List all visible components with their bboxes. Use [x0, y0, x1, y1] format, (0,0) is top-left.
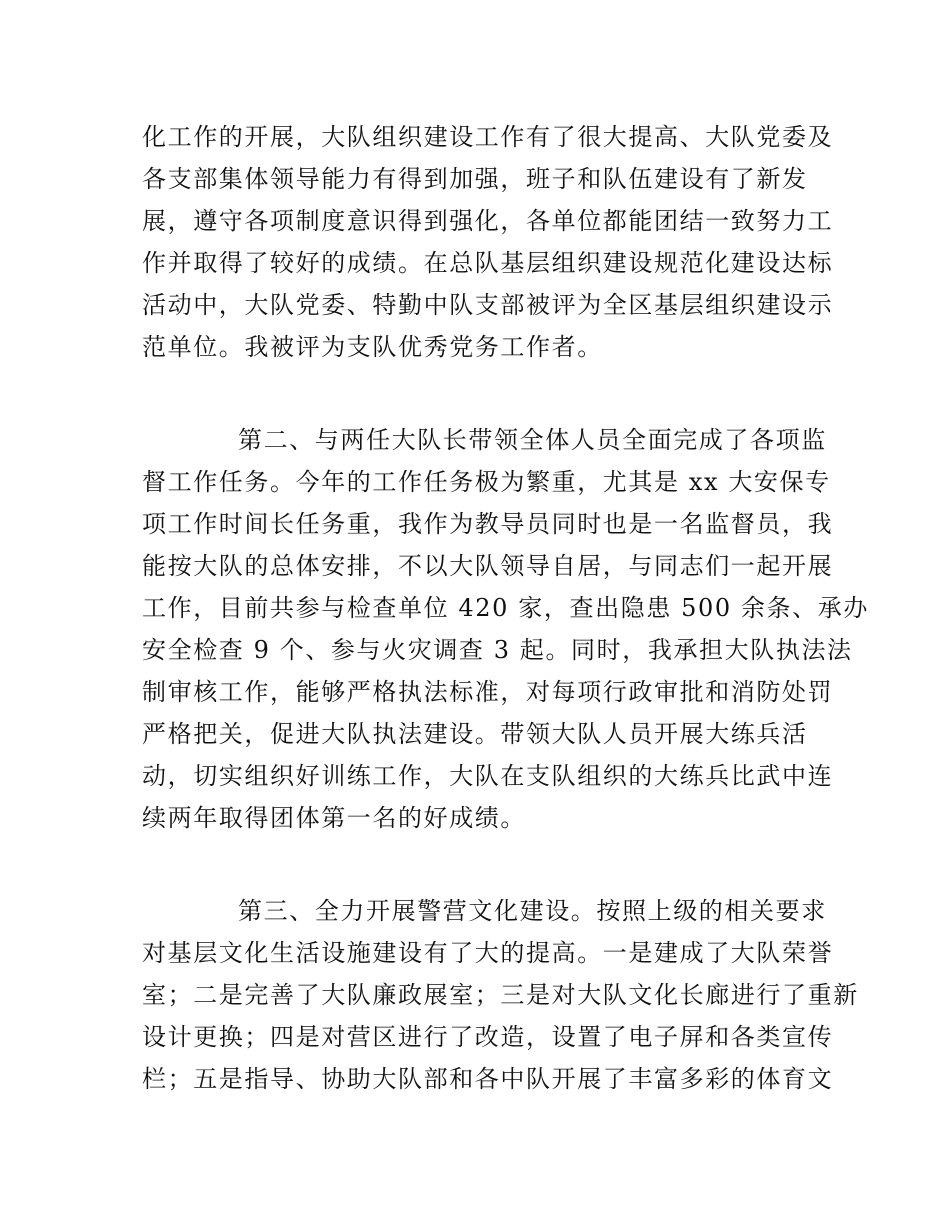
paragraph-line: 项工作时间长任务重，我作为教导员同时也是一名监督员，我: [142, 510, 834, 538]
paragraph-line: 续两年取得团体第一名的好成绩。: [142, 804, 526, 832]
paragraph-line: 范单位。我被评为支队优秀党务工作者。: [142, 333, 603, 361]
paragraph-line: 对基层文化生活设施建设有了大的提高。一是建成了大队荣誉: [142, 939, 834, 967]
paragraph-line: 能按大队的总体安排，不以大队领导自居，与同志们一起开展: [142, 552, 834, 580]
paragraph-line: 第三、全力开展警营文化建设。按照上级的相关要求: [238, 897, 827, 925]
paragraph-line: 严格把关，促进大队执法建设。带领大队人员开展大练兵活: [142, 720, 808, 748]
paragraph-line: 安全检查 9 个、参与火灾调查 3 起。同时，我承担大队执法法: [142, 636, 853, 664]
paragraph-line: 室；二是完善了大队廉政展室；三是对大队文化长廊进行了重新: [142, 981, 859, 1009]
paragraph-line: 各支部集体领导能力有得到加强，班子和队伍建设有了新发: [142, 165, 808, 193]
paragraph-line: 作并取得了较好的成绩。在总队基层组织建设规范化建设达标: [142, 249, 834, 277]
paragraph-line: 第二、与两任大队长带领全体人员全面完成了各项监: [238, 426, 827, 454]
paragraph-line: 工作，目前共参与检查单位 420 家，查出隐患 500 余条、承办: [142, 594, 869, 622]
paragraph-line: 督工作任务。今年的工作任务极为繁重，尤其是 xx 大安保专: [142, 468, 831, 496]
paragraph-line: 动，切实组织好训练工作，大队在支队组织的大练兵比武中连: [142, 762, 834, 790]
paragraph-line: 栏；五是指导、协助大队部和各中队开展了丰富多彩的体育文: [142, 1065, 834, 1093]
paragraph-line: 化工作的开展，大队组织建设工作有了很大提高、大队党委及: [142, 123, 834, 151]
paragraph-line: 展，遵守各项制度意识得到强化，各单位都能团结一致努力工: [142, 207, 834, 235]
paragraph-line: 活动中，大队党委、特勤中队支部被评为全区基层组织建设示: [142, 291, 834, 319]
paragraph-line: 制审核工作，能够严格执法标准，对每项行政审批和消防处罚: [142, 678, 834, 706]
paragraph-line: 设计更换；四是对营区进行了改造，设置了电子屏和各类宣传: [142, 1023, 834, 1051]
